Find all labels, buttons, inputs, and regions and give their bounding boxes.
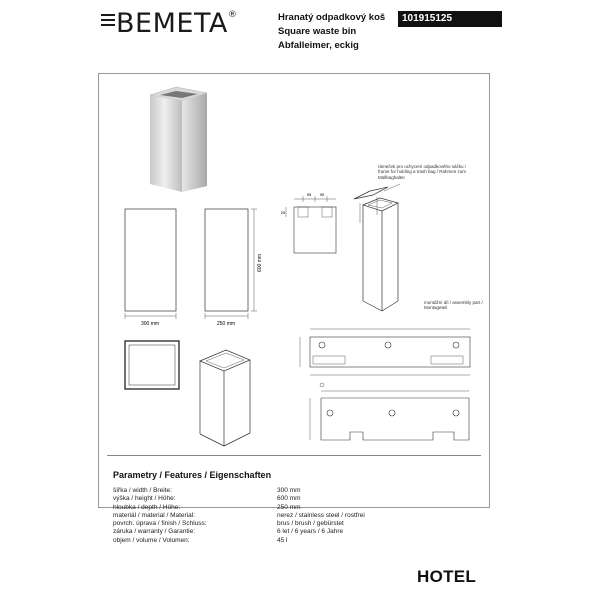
product-titles (278, 11, 385, 53)
spec-value: 250 mm (277, 503, 301, 511)
note-frame: rámeček pro uchycení odpadkového sáčku / frame for holding a trash bag / Rahmen zum Müllbaghalter (378, 164, 467, 180)
spec-value: 45 l (277, 536, 288, 544)
isometric-view (200, 350, 250, 446)
note-assembly: montážní díl / assembly part / Montageteil (424, 300, 483, 311)
spec-label: výška / height / Höhe: (113, 495, 176, 503)
dim-small-b: 95 (319, 192, 325, 197)
spec-value: brus / brush / gebürstet (277, 520, 344, 528)
specs-values (277, 487, 365, 545)
product-photo (150, 87, 207, 192)
brand-name: BEMETA (116, 8, 228, 39)
title-cz: Hranatý odpadkový koš (278, 12, 386, 23)
spec-label: objem / volume / Volumen: (113, 536, 190, 544)
bin-with-frame-view (354, 187, 398, 311)
specs-title: Parametry / Features / Eigenschaften (113, 470, 272, 480)
spec-label: hloubka / depth / Höhe: (113, 503, 181, 511)
spec-label: materiál / material / Material: (113, 511, 195, 519)
spec-divider (107, 455, 481, 456)
assembly-profile-view (310, 383, 469, 440)
dim-height: 600 mm (257, 253, 263, 273)
assembly-part-view (300, 329, 470, 375)
brand-registered-mark: ® (227, 10, 238, 20)
technical-drawing (98, 73, 490, 453)
spec-label: šířka / width / Breite: (113, 487, 172, 494)
spec-value: 300 mm (277, 487, 301, 494)
dim-small-a: 95 (306, 192, 312, 197)
frame-detail-view (286, 196, 336, 253)
top-view (125, 341, 179, 389)
specs-labels (113, 487, 207, 545)
spec-label: povrch. úprava / finish / Schluss: (113, 520, 207, 528)
spec-value: 6 let / 6 years / 6 Jahre (277, 528, 344, 536)
spec-value: nerez / stainless steel / rostfrei (277, 511, 365, 519)
category-label: HOTEL (417, 567, 477, 586)
spec-label: záruka / warranty / Garantie: (113, 528, 196, 536)
title-de: Abfalleimer, eckig (278, 40, 359, 51)
front-view (125, 209, 176, 319)
title-en: Square waste bin (278, 26, 357, 37)
product-code: 101915125 (398, 11, 502, 27)
dim-depth: 250 mm (216, 321, 236, 327)
brand-logo (98, 8, 237, 39)
dim-width: 300 mm (140, 321, 160, 327)
dim-small-c: 25 (280, 210, 286, 215)
side-view (205, 209, 257, 319)
spec-value: 600 mm (277, 495, 301, 503)
